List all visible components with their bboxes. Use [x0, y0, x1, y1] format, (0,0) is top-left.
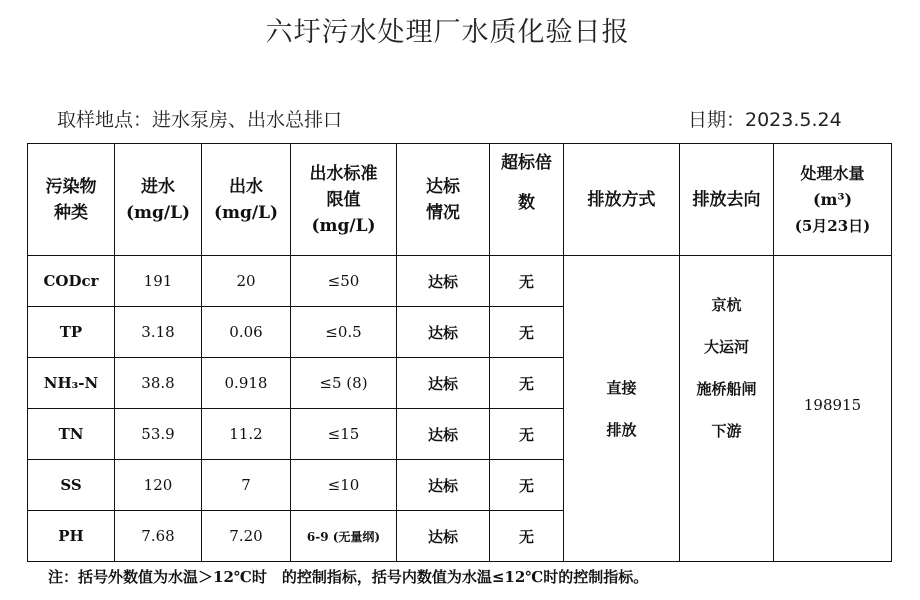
header-pollutant-line: 种类 [54, 202, 88, 223]
cell-effluent: 0.918 [202, 358, 291, 409]
header-status-line: 情况 [426, 202, 460, 223]
header-exceed-line: 数 [518, 193, 535, 213]
cell-influent: 191 [115, 256, 202, 307]
cell-limit: ≤10 [291, 460, 397, 511]
cell-effluent: 20 [202, 256, 291, 307]
header-status [397, 144, 490, 256]
cell-pollutant: SS [28, 460, 115, 511]
discharge-destination-line: 下游 [711, 422, 742, 440]
report-date: 日期：2023.5.24 [688, 109, 842, 131]
cell-influent: 53.9 [115, 409, 202, 460]
cell-pollutant: CODcr [28, 256, 115, 307]
cell-influent: 38.8 [115, 358, 202, 409]
header-influent [115, 144, 202, 256]
cell-influent: 7.68 [115, 511, 202, 562]
cell-limit: ≤0.5 [291, 307, 397, 358]
cell-status: 达标 [397, 460, 490, 511]
header-status-line: 达标 [426, 176, 460, 197]
footnote: 注：括号外数值为水温＞12℃时 的控制指标，括号内数值为水温≤12℃时的控制指标。 [48, 568, 649, 586]
report-title: 六圩污水处理厂水质化验日报 [265, 17, 630, 48]
cell-pollutant: NH₃-N [28, 358, 115, 409]
header-pollutant [28, 144, 115, 256]
cell-limit: ≤15 [291, 409, 397, 460]
cell-effluent: 7 [202, 460, 291, 511]
cell-discharge-destination [680, 256, 774, 562]
header-influent-line: 进水 [141, 176, 175, 197]
header-exceed-line: 超标倍 [501, 153, 552, 173]
cell-exceed: 无 [490, 511, 564, 562]
sampling-location: 取样地点：进水泵房、出水总排口 [57, 109, 343, 131]
cell-effluent: 11.2 [202, 409, 291, 460]
cell-pollutant: TN [28, 409, 115, 460]
header-volume-line: 处理水量 [800, 163, 865, 183]
discharge-destination-line: 京杭 [711, 296, 742, 314]
cell-status: 达标 [397, 409, 490, 460]
header-limit-line: 出水标准 [309, 163, 378, 184]
cell-pollutant: TP [28, 307, 115, 358]
header-exceed [490, 144, 564, 256]
cell-exceed: 无 [490, 307, 564, 358]
header-limit-line: (mg/L) [311, 215, 376, 236]
cell-effluent: 7.20 [202, 511, 291, 562]
table-row [28, 256, 892, 307]
cell-pollutant: PH [28, 511, 115, 562]
header-volume-line: (5月23日) [794, 216, 871, 235]
cell-status: 达标 [397, 358, 490, 409]
header-pollutant-line: 污染物 [45, 176, 97, 197]
cell-influent: 3.18 [115, 307, 202, 358]
header-effluent-line: (mg/L) [213, 202, 279, 223]
header-limit-line: 限值 [326, 189, 361, 210]
cell-limit: ≤50 [291, 256, 397, 307]
header-limit [291, 144, 397, 256]
header-volume-line: (m³) [812, 189, 853, 209]
water-quality-table [27, 143, 892, 562]
discharge-destination-line: 大运河 [703, 338, 749, 356]
cell-discharge-method [564, 256, 680, 562]
discharge-method-line: 直接 [606, 378, 637, 397]
cell-limit: ≤5 (8) [291, 358, 397, 409]
cell-influent: 120 [115, 460, 202, 511]
cell-status: 达标 [397, 511, 490, 562]
header-influent-line: (mg/L) [125, 202, 191, 223]
cell-exceed: 无 [490, 409, 564, 460]
header-effluent-line: 出水 [229, 176, 263, 197]
cell-exceed: 无 [490, 460, 564, 511]
header-volume [774, 144, 892, 256]
cell-exceed: 无 [490, 256, 564, 307]
header-discharge-destination: 排放去向 [680, 144, 774, 256]
cell-volume: 198915 [774, 256, 892, 562]
cell-limit: 6-9 (无量纲) [291, 511, 397, 562]
discharge-destination-line: 施桥船闸 [696, 380, 757, 398]
table-header-row [28, 144, 892, 256]
discharge-method-line: 排放 [606, 420, 637, 439]
header-discharge-method: 排放方式 [564, 144, 680, 256]
cell-status: 达标 [397, 256, 490, 307]
cell-exceed: 无 [490, 358, 564, 409]
header-effluent [202, 144, 291, 256]
cell-status: 达标 [397, 307, 490, 358]
cell-effluent: 0.06 [202, 307, 291, 358]
